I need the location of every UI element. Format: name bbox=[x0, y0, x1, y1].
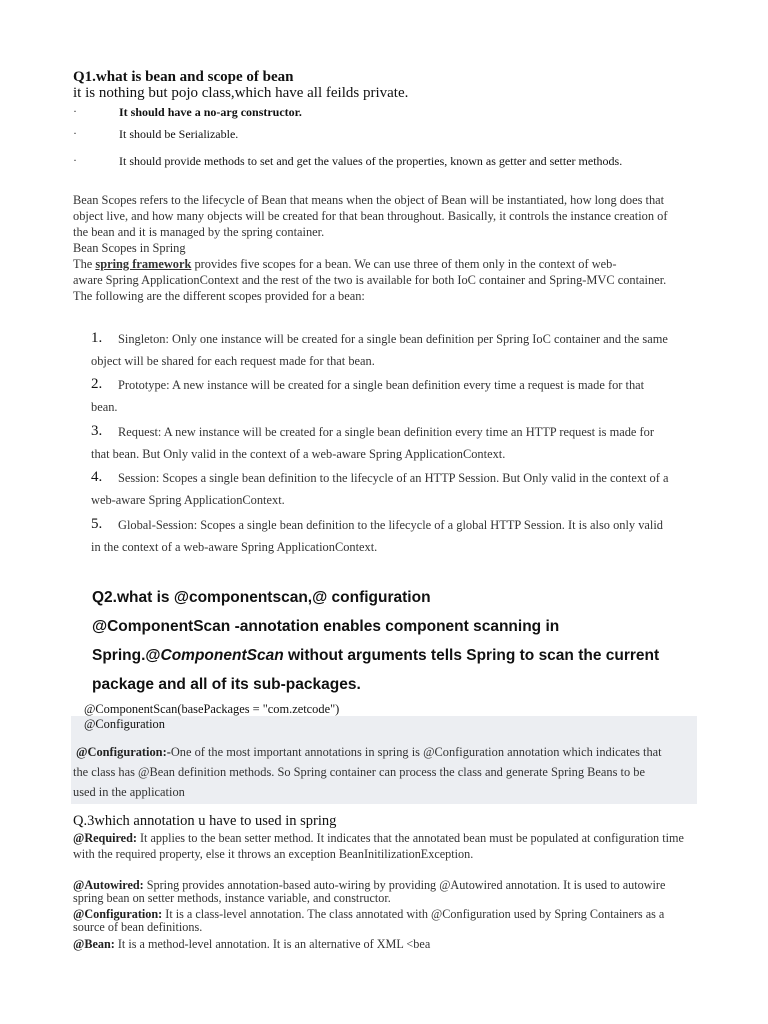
box-line bbox=[76, 745, 662, 760]
code-line: @Configuration bbox=[84, 717, 165, 731]
annotation-line bbox=[73, 938, 430, 951]
text: provides five scopes for a bean. We can use three of them only in the context of web- bbox=[191, 257, 617, 271]
annotation-label: @Bean: bbox=[73, 937, 115, 951]
text: Spring provides annotation-based auto-wiring by providing @Autowired annotation. It is used to autowire bbox=[143, 878, 666, 892]
paragraph-line: object live, and how many objects will be created for that bean throughout. Basically, it controls the instance creation of bbox=[73, 209, 668, 223]
text: Spring.@ bbox=[92, 647, 161, 664]
annotation-line: source of bean definitions. bbox=[73, 920, 203, 934]
list-item-line: in the context of a web-aware Spring ApplicationContext. bbox=[91, 540, 378, 554]
annotation-label: @Required: bbox=[73, 831, 137, 845]
text: The bbox=[73, 257, 96, 271]
annotation-required bbox=[73, 832, 684, 861]
paragraph-line: Bean Scopes in Spring bbox=[73, 241, 186, 255]
bullet-item: It should have a no-arg constructor. bbox=[119, 105, 302, 119]
list-number: 2. bbox=[91, 376, 103, 392]
paragraph-line: aware Spring ApplicationContext and the rest of the two is available for both IoC container and Spring-MVC container. bbox=[73, 273, 667, 287]
paragraph-line: the bean and it is managed by the spring container. bbox=[73, 225, 325, 239]
q2-title: Q2.what is @componentscan,@ configuration bbox=[92, 589, 431, 606]
text: It applies to the bean setter method. It indicates that the annotated bean must be populated at configuration time bbox=[136, 831, 684, 845]
paragraph-line: The following are the different scopes provided for a bean: bbox=[73, 289, 365, 303]
annotation-autowired bbox=[73, 879, 665, 905]
q1-title: Q1.what is bean and scope of bean bbox=[73, 69, 294, 85]
list-number: 4. bbox=[91, 469, 103, 485]
list-item-line: Global-Session: Scopes a single bean definition to the lifecycle of a global HTTP Session. It is also only valid bbox=[118, 518, 663, 532]
text: It is a method-level annotation. It is an alternative of XML <bea bbox=[114, 937, 431, 951]
list-item-line: web-aware Spring ApplicationContext. bbox=[91, 493, 285, 507]
list-item-line: Session: Scopes a single bean definition to the lifecycle of an HTTP Session. But Only valid in the context of a bbox=[118, 471, 669, 485]
list-item-line: Prototype: A new instance will be created for a single bean definition every time a request is made for that bbox=[118, 378, 645, 392]
list-item-line: object will be shared for each request made for that bean. bbox=[91, 354, 375, 368]
annotation-line: spring bean on setter methods, instance variable, and constructor. bbox=[73, 891, 391, 905]
spring-framework-link[interactable]: spring framework bbox=[95, 257, 192, 271]
paragraph-line bbox=[73, 256, 667, 272]
q2-line: package and all of its sub-packages. bbox=[92, 676, 361, 693]
bullet-dot: · bbox=[73, 104, 77, 118]
bullet-dot: · bbox=[73, 153, 77, 167]
componentscan-italic: ComponentScan bbox=[160, 647, 284, 664]
code-line: @ComponentScan(basePackages = "com.zetcode") bbox=[84, 702, 340, 716]
box-line: the class has @Bean definition methods. So Spring container can process the class and generate Spring Beans to be bbox=[73, 765, 645, 779]
bullet-dot: · bbox=[73, 126, 77, 140]
annotation-label: @Autowired: bbox=[73, 878, 144, 892]
q2-line bbox=[92, 647, 659, 665]
q1-intro: it is nothing but pojo class,which have all feilds private. bbox=[73, 85, 409, 101]
list-number: 3. bbox=[91, 423, 103, 439]
annotation-line: with the required property, else it throws an exception BeanInitilizationException. bbox=[73, 847, 474, 861]
box-line: used in the application bbox=[73, 785, 185, 799]
q3-title: Q.3which annotation u have to used in spring bbox=[73, 813, 337, 829]
paragraph-line: Bean Scopes refers to the lifecycle of Bean that means when the object of Bean will be instantiated, how long does that bbox=[73, 193, 665, 207]
text: without arguments tells Spring to scan the current bbox=[283, 647, 660, 664]
list-number: 5. bbox=[91, 516, 103, 532]
list-item-line: Singleton: Only one instance will be created for a single bean definition per Spring IoC container and the same bbox=[118, 332, 668, 346]
annotation-line bbox=[73, 832, 684, 845]
annotation-label: @Configuration: bbox=[73, 907, 163, 921]
q2-line: @ComponentScan -annotation enables component scanning in bbox=[92, 618, 560, 635]
list-item-line: that bean. But Only valid in the context of a web-aware Spring ApplicationContext. bbox=[91, 447, 506, 461]
bullet-item: It should be Serializable. bbox=[119, 127, 239, 141]
annotation-configuration bbox=[73, 908, 664, 934]
bean-scopes-paragraph bbox=[73, 192, 667, 304]
configuration-label: @Configuration:- bbox=[76, 745, 171, 759]
list-item-line: bean. bbox=[91, 400, 118, 414]
text: One of the most important annotations in spring is @Configuration annotation which indicates that bbox=[170, 745, 662, 759]
list-item-line: Request: A new instance will be created for a single bean definition every time an HTTP request is made for bbox=[118, 425, 654, 439]
list-number: 1. bbox=[91, 330, 103, 346]
text: It is a class-level annotation. The class annotated with @Configuration used by Spring Containers as a bbox=[162, 907, 665, 921]
bullet-item: It should provide methods to set and get the values of the properties, known as getter and setter methods. bbox=[119, 154, 623, 168]
annotation-bean bbox=[73, 938, 430, 951]
